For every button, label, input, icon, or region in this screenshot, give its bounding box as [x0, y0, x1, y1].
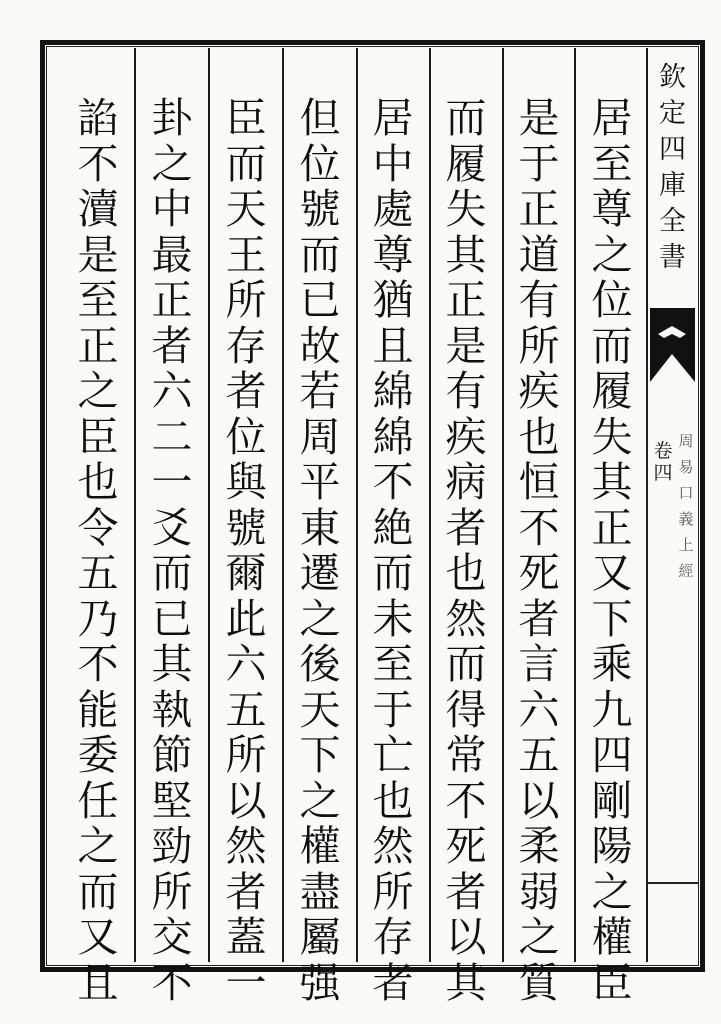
margin-rule — [646, 362, 648, 882]
text-char: 所 — [372, 867, 414, 916]
text-char: 四 — [591, 731, 633, 779]
text-char: 死 — [445, 822, 487, 870]
text-char: 六 — [225, 640, 267, 688]
faint-char: 口 — [678, 484, 694, 502]
text-char: 之 — [299, 776, 341, 825]
text-char: 疾 — [518, 367, 560, 415]
text-char: 病 — [445, 458, 487, 506]
text-char: 天 — [299, 685, 341, 734]
text-char: 而 — [591, 321, 633, 370]
text-char: 所 — [518, 321, 560, 370]
text-char: 號 — [225, 503, 267, 552]
text-char: 東 — [299, 503, 341, 552]
text-char: 者 — [445, 867, 487, 916]
text-column-7 — [144, 94, 200, 1007]
text-char: 尊 — [372, 230, 414, 279]
text-char: 卦 — [151, 94, 193, 142]
text-char: 且 — [372, 321, 414, 370]
text-char: 令 — [77, 503, 119, 552]
text-char: 任 — [77, 776, 119, 825]
text-char: 者 — [225, 367, 267, 415]
text-char: 最 — [151, 230, 193, 279]
text-char: 乘 — [591, 640, 633, 688]
text-char: 綿 — [372, 412, 414, 461]
juan-char: 四 — [653, 462, 673, 484]
text-char: 有 — [518, 276, 560, 324]
text-char: 是 — [77, 230, 119, 279]
title-char: 定 — [659, 98, 686, 129]
text-char: 者 — [225, 867, 267, 916]
text-char: 六 — [518, 685, 560, 734]
text-char: 不 — [518, 503, 560, 552]
faint-char: 義 — [678, 510, 694, 528]
text-char: 平 — [299, 458, 341, 506]
text-char: 尊 — [591, 185, 633, 233]
text-char: 已 — [299, 276, 341, 324]
text-char: 臣 — [77, 412, 119, 461]
text-char: 猶 — [372, 276, 414, 324]
book-title — [646, 60, 699, 276]
text-char: 至 — [77, 276, 119, 324]
text-char: 所 — [151, 867, 193, 916]
text-char: 爻 — [151, 503, 193, 552]
text-char: 然 — [445, 594, 487, 643]
title-char: 四 — [659, 134, 686, 165]
text-char: 委 — [77, 731, 119, 779]
text-char: 至 — [591, 139, 633, 188]
text-char: 剛 — [591, 776, 633, 825]
text-char: 九 — [591, 685, 633, 734]
text-char: 又 — [77, 913, 119, 961]
text-char: 正 — [445, 276, 487, 324]
text-char: 不 — [372, 458, 414, 506]
text-char: 王 — [225, 230, 267, 279]
text-char: 綿 — [372, 367, 414, 415]
text-char: 不 — [77, 139, 119, 188]
text-char: 交 — [151, 913, 193, 961]
column-rule — [134, 48, 136, 962]
text-column-1 — [584, 94, 640, 1007]
text-column-6 — [218, 94, 274, 1007]
text-char: 五 — [225, 685, 267, 734]
text-char: 盡 — [299, 867, 341, 916]
text-char: 若 — [299, 367, 341, 415]
text-char: 有 — [445, 367, 487, 415]
column-rule — [429, 48, 431, 962]
text-char: 失 — [445, 185, 487, 233]
text-char: 一 — [151, 458, 193, 506]
column-rule — [208, 48, 210, 962]
text-char: 正 — [151, 276, 193, 324]
text-char: 失 — [591, 412, 633, 461]
text-char: 之 — [77, 822, 119, 870]
text-char: 權 — [591, 913, 633, 961]
text-char: 其 — [445, 958, 487, 1007]
text-char: 遷 — [299, 549, 341, 597]
text-char: 號 — [299, 185, 341, 233]
text-char: 死 — [518, 549, 560, 597]
text-char: 六 — [151, 367, 193, 415]
title-char: 全 — [659, 206, 686, 237]
text-char: 也 — [372, 776, 414, 825]
margin-bottom-rule — [646, 882, 699, 884]
text-char: 以 — [445, 913, 487, 961]
text-char: 居 — [591, 94, 633, 142]
faint-char: 經 — [678, 562, 694, 580]
text-char: 後 — [299, 640, 341, 688]
text-char: 周 — [299, 412, 341, 461]
text-char: 處 — [372, 185, 414, 233]
text-char: 中 — [372, 139, 414, 188]
text-char: 權 — [299, 822, 341, 870]
text-char: 而 — [77, 867, 119, 916]
juan-char: 卷 — [653, 440, 673, 462]
text-char: 已 — [151, 594, 193, 643]
column-rule — [502, 48, 504, 962]
text-char: 絶 — [372, 503, 414, 552]
faint-char: 周 — [678, 432, 694, 450]
text-char: 陽 — [591, 822, 633, 870]
text-char: 而 — [372, 549, 414, 597]
text-char: 節 — [151, 731, 193, 779]
text-char: 亡 — [372, 731, 414, 779]
text-char: 言 — [518, 640, 560, 688]
text-char: 諂 — [77, 94, 119, 142]
faint-char: 上 — [678, 536, 694, 554]
text-char: 而 — [445, 640, 487, 688]
text-char: 道 — [518, 230, 560, 279]
title-char: 欽 — [659, 62, 686, 93]
text-char: 存 — [225, 321, 267, 370]
text-char: 而 — [225, 139, 267, 188]
text-char: 下 — [299, 731, 341, 779]
text-char: 以 — [225, 776, 267, 825]
text-char: 是 — [445, 321, 487, 370]
text-char: 不 — [77, 640, 119, 688]
text-char: 之 — [77, 367, 119, 415]
text-char: 執 — [151, 685, 193, 734]
text-char: 者 — [372, 958, 414, 1007]
text-char: 至 — [372, 640, 414, 688]
text-char: 下 — [591, 594, 633, 643]
text-char: 位 — [591, 276, 633, 324]
text-char: 屬 — [299, 913, 341, 961]
text-char: 也 — [77, 458, 119, 506]
text-char: 恒 — [518, 458, 560, 506]
text-char: 其 — [591, 458, 633, 506]
text-char: 者 — [151, 321, 193, 370]
text-char: 又 — [591, 549, 633, 597]
text-char: 之 — [151, 139, 193, 188]
text-char: 是 — [518, 94, 560, 142]
text-char: 而 — [151, 549, 193, 597]
text-char: 者 — [518, 594, 560, 643]
text-char: 之 — [299, 594, 341, 643]
text-column-5 — [292, 94, 348, 1007]
text-column-3 — [438, 94, 494, 1007]
title-char: 庫 — [659, 170, 686, 201]
text-char: 履 — [591, 367, 633, 415]
text-column-8 — [70, 94, 126, 1007]
text-char: 臣 — [225, 94, 267, 142]
text-char: 者 — [445, 503, 487, 552]
text-char: 質 — [518, 958, 560, 1007]
text-char: 能 — [77, 685, 119, 734]
text-char: 履 — [445, 139, 487, 188]
column-rule — [574, 48, 576, 962]
text-char: 爾 — [225, 549, 267, 597]
text-char: 一 — [225, 958, 267, 1007]
text-char: 中 — [151, 185, 193, 233]
text-char: 于 — [518, 139, 560, 188]
text-char: 之 — [591, 230, 633, 279]
text-char: 也 — [518, 412, 560, 461]
text-char: 正 — [518, 185, 560, 233]
text-char: 位 — [225, 412, 267, 461]
text-char: 而 — [445, 94, 487, 142]
text-char: 不 — [151, 958, 193, 1007]
text-char: 之 — [518, 913, 560, 961]
text-char: 堅 — [151, 776, 193, 825]
text-char: 故 — [299, 321, 341, 370]
text-char: 而 — [299, 230, 341, 279]
text-char: 然 — [372, 822, 414, 870]
text-char: 乃 — [77, 594, 119, 643]
text-char: 五 — [77, 549, 119, 597]
text-char: 位 — [299, 139, 341, 188]
text-char: 天 — [225, 185, 267, 233]
text-char: 五 — [518, 731, 560, 779]
text-char: 得 — [445, 685, 487, 734]
text-char: 不 — [445, 776, 487, 825]
text-char: 正 — [591, 503, 633, 552]
text-char: 之 — [591, 867, 633, 916]
text-char: 瀆 — [77, 185, 119, 233]
text-char: 蓋 — [225, 913, 267, 961]
text-char: 勁 — [151, 822, 193, 870]
column-rule — [356, 48, 358, 962]
text-char: 存 — [372, 913, 414, 961]
text-char: 柔 — [518, 822, 560, 870]
text-char: 但 — [299, 94, 341, 142]
text-char: 以 — [518, 776, 560, 825]
text-char: 所 — [225, 731, 267, 779]
text-char: 于 — [372, 685, 414, 734]
column-rule — [282, 48, 284, 962]
text-char: 未 — [372, 594, 414, 643]
book-margin — [646, 48, 699, 962]
text-char: 疾 — [445, 412, 487, 461]
text-char: 臣 — [591, 958, 633, 1007]
text-char: 其 — [151, 640, 193, 688]
faint-char: 易 — [678, 458, 694, 476]
text-char: 且 — [77, 958, 119, 1007]
text-column-2 — [511, 94, 567, 1007]
text-char: 强 — [299, 958, 341, 1007]
text-char: 與 — [225, 458, 267, 506]
text-char: 此 — [225, 594, 267, 643]
text-char: 其 — [445, 230, 487, 279]
fish-tail-mark — [650, 308, 695, 382]
text-char: 正 — [77, 321, 119, 370]
faint-subtitle — [676, 428, 696, 584]
text-char: 然 — [225, 822, 267, 870]
juan-number — [650, 440, 676, 484]
text-char: 常 — [445, 731, 487, 779]
title-char: 書 — [659, 242, 686, 273]
text-column-4 — [365, 94, 421, 1007]
text-char: 也 — [445, 549, 487, 597]
text-char: 弱 — [518, 867, 560, 916]
text-char: 所 — [225, 276, 267, 324]
text-char: 居 — [372, 94, 414, 142]
text-char: 二 — [151, 412, 193, 461]
